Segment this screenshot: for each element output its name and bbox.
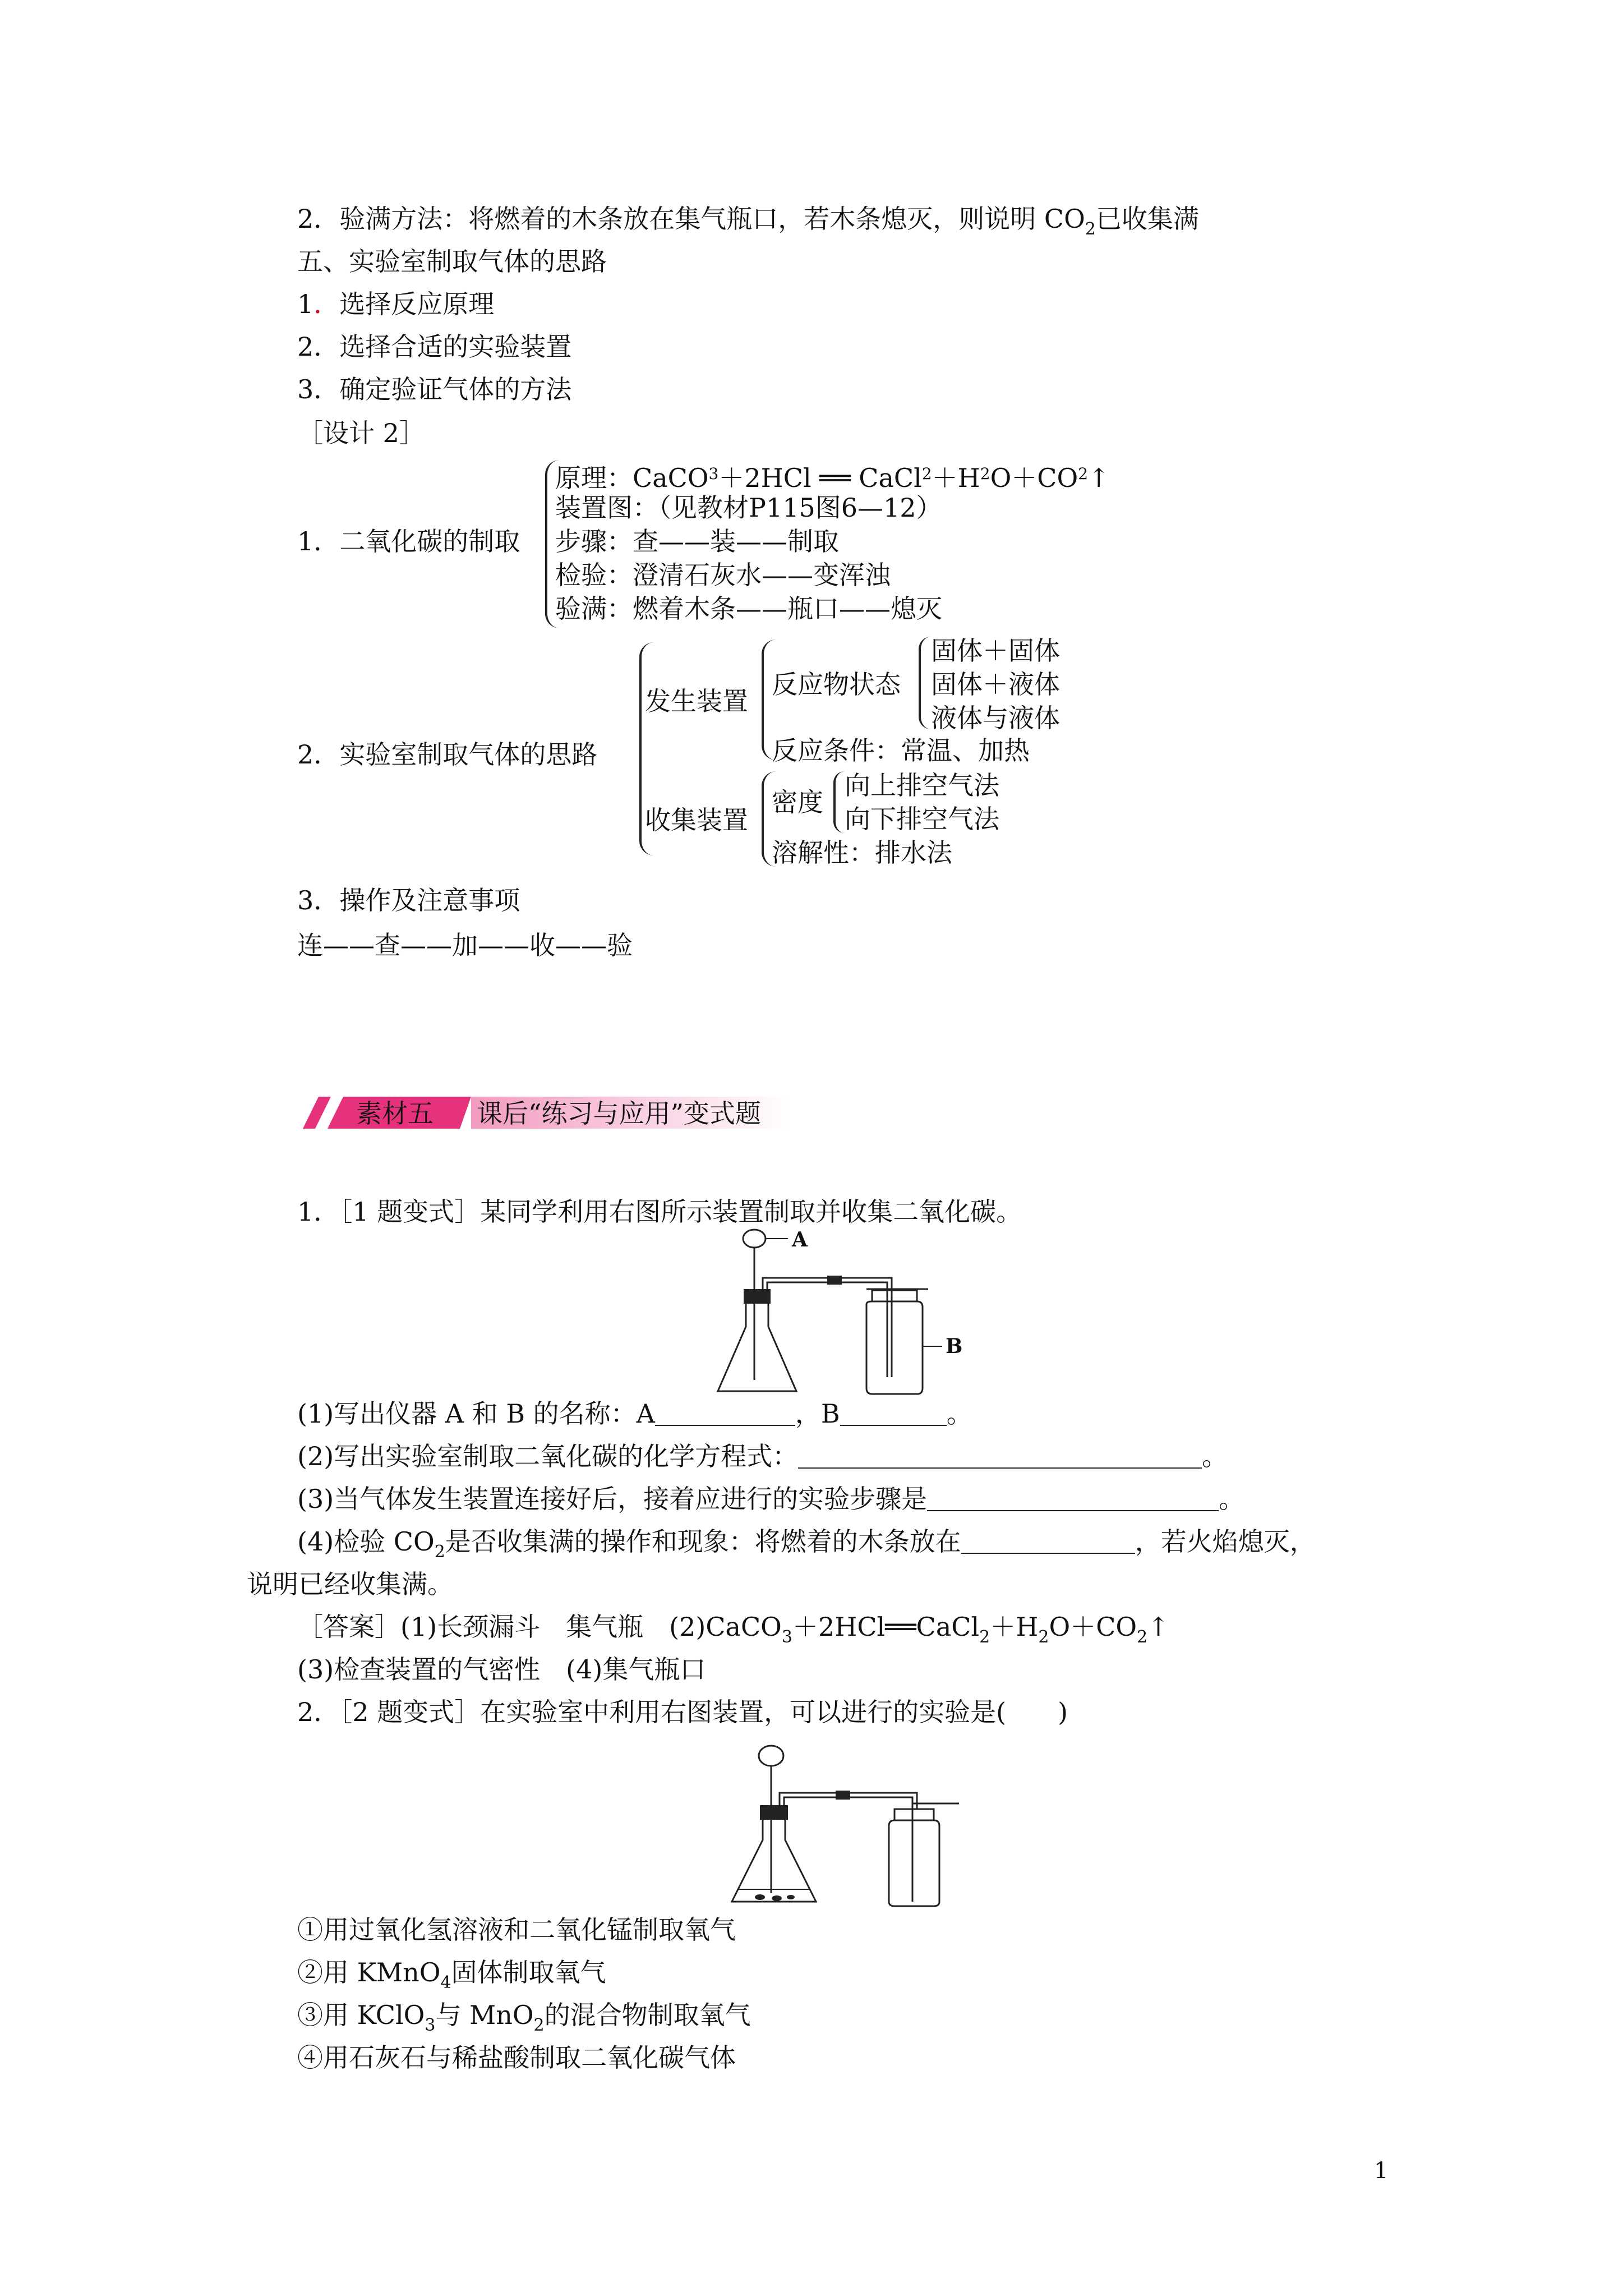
reaction-condition: 反应条件：常温、加热 <box>772 735 1030 766</box>
option-1: ①用过氧化氢溶液和二氧化锰制取氧气 <box>297 1915 736 1945</box>
generation-apparatus: 发生装置 <box>645 686 748 716</box>
label-a: A <box>792 1228 808 1251</box>
ops-sequence: 连——查——加——收——验 <box>297 930 633 960</box>
solubility: 溶解性：排水法 <box>772 838 952 868</box>
banner-tag: 素材五 <box>356 1098 434 1129</box>
list-item: 1．选择反应原理 <box>297 289 495 319</box>
diagram1-steps: 步骤：查——装——制取 <box>555 526 839 556</box>
answer-blank[interactable] <box>798 1443 1202 1469</box>
diagram1-apparatus: 装置图：（见教材P115图6—12） <box>555 493 942 523</box>
list-item: 2．选择合适的实验装置 <box>297 332 572 362</box>
collection-apparatus: 收集装置 <box>645 805 748 835</box>
q1-part2: (2)写出实验室制取二氧化碳的化学方程式： 。 <box>297 1441 1228 1471</box>
ops-title: 3．操作及注意事项 <box>297 885 520 915</box>
diagram1-test: 检验：澄清石灰水——变浑浊 <box>555 560 891 590</box>
diagram1-label: 1．二氧化碳的制取 <box>297 526 520 556</box>
answer-blank[interactable] <box>655 1400 795 1426</box>
state-brace <box>919 637 931 729</box>
q1-part4-cont: 说明已经收集满。 <box>247 1569 453 1599</box>
q1-part1: (1)写出仪器 A 和 B 的名称：A ，B 。 <box>297 1398 972 1429</box>
answer-blank[interactable] <box>840 1400 947 1426</box>
density-option: 向下排空气法 <box>845 804 999 834</box>
density-label: 密度 <box>772 787 823 817</box>
state-option: 液体与液体 <box>931 703 1060 733</box>
q1-stem: 1．［1 题变式］某同学利用右图所示装置制取并收集二氧化碳。 <box>297 1197 1022 1227</box>
q1-answer-cont: (3)检查装置的气密性 (4)集气瓶口 <box>297 1654 706 1685</box>
diagram1-principle: 原理：CaCO$^3$＋2HCl ══ $CaCl^2+H^2O+CO^2↑$ <box>555 463 1110 493</box>
density-option: 向上排空气法 <box>845 770 999 800</box>
design-label: ［设计 2］ <box>297 418 425 448</box>
q2-stem: 2．［2 题变式］在实验室中利用右图装置，可以进行的实验是( ) <box>297 1697 1068 1727</box>
list-item: 3．确定验证气体的方法 <box>297 374 572 404</box>
diagram1-check-full: 验满：燃着木条——瓶口——熄灭 <box>555 593 942 624</box>
state-option: 固体＋固体 <box>931 636 1060 666</box>
q1-part4: (4)检验 $CO_2$是否收集满的操作和现象：将燃着的木条放在 ，若火焰熄灭， <box>297 1526 1316 1562</box>
label-b: B <box>946 1335 963 1358</box>
answer-blank[interactable] <box>927 1485 1219 1511</box>
diagram2-label: 2．实验室制取气体的思路 <box>297 739 598 770</box>
density-brace <box>833 771 845 833</box>
q1-answer: ［答案］(1)长颈漏斗 集气瓶 $(2)CaCO_3+2HCl══CaCl_2+H_2O+CO_2↑$ <box>297 1612 1169 1647</box>
option-2: ②用 KMnO$_4$固体制取氧气 <box>297 1957 606 1993</box>
q2-apparatus-figure <box>723 1739 981 1918</box>
option-4: ④用石灰石与稀盐酸制取二氧化碳气体 <box>297 2042 736 2073</box>
q1-apparatus-figure <box>707 1223 998 1402</box>
reactant-state: 反应物状态 <box>772 669 901 700</box>
section-heading: 五、实验室制取气体的思路 <box>297 246 607 277</box>
answer-blank[interactable] <box>961 1528 1135 1554</box>
option-3: ③用 KClO$_3$与 MnO$_2$的混合物制取氧气 <box>297 2000 751 2035</box>
page-number: 1 <box>1374 2158 1389 2184</box>
q1-part3: (3)当气体发生装置连接好后，接着应进行的实验步骤是 。 <box>297 1484 1245 1514</box>
check-full-method: 2．验满方法：将燃着的木条放在集气瓶口，若木条熄灭，则说明 $CO_2$已收集满 <box>297 204 1199 239</box>
state-option: 固体＋液体 <box>931 669 1060 700</box>
banner-title: 课后“练习与应用”变式题 <box>477 1098 762 1129</box>
